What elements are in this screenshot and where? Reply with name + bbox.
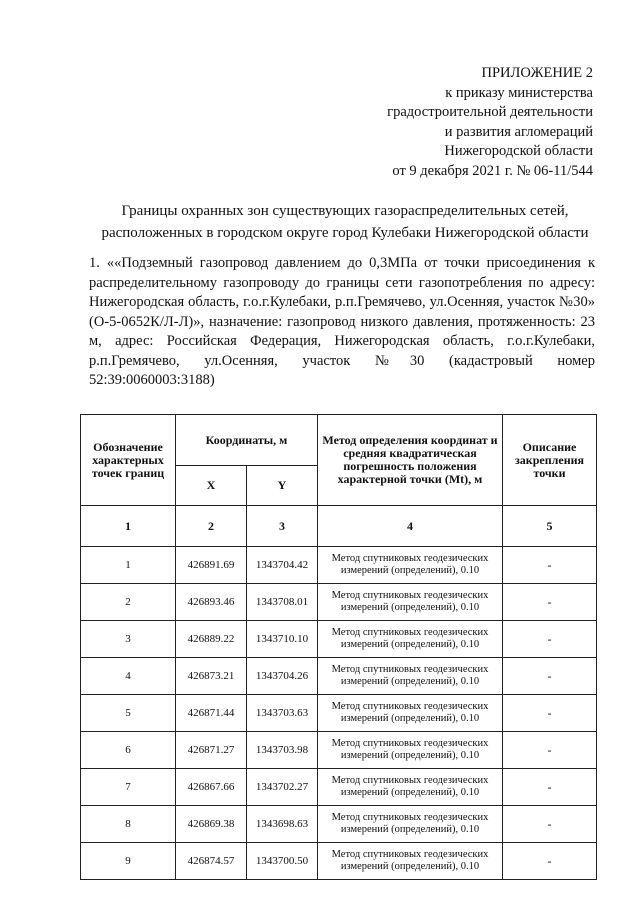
fixing-description: - [503,732,597,769]
point-number: 7 [81,769,176,806]
x-coordinate: 426873.21 [176,658,247,695]
method-cell [318,806,503,843]
x-coordinate: 426871.27 [176,732,247,769]
title-line: расположенных в городском округе город Кулебаки Нижегородской области [101,225,589,241]
x-coordinate: 426867.66 [176,769,247,806]
method-cell [318,695,503,732]
table-row [81,843,597,880]
header-x: X [176,466,247,506]
method-line: измерений (определений), 0.10 [340,639,480,650]
column-number: 3 [247,506,318,547]
header-coordinates: Координаты, м [176,415,318,466]
fixing-description: - [503,621,597,658]
method-line: Метод спутниковых геодезических [331,627,489,638]
title-line: Границы охранных зон существующих газораспределительных сетей, [121,203,569,219]
point-number: 9 [81,843,176,880]
method-line: Метод спутниковых геодезических [331,775,489,786]
method-line: измерений (определений), 0.10 [340,787,480,798]
order-line: к приказу министерства [445,84,593,101]
x-coordinate: 426874.57 [176,843,247,880]
table-row [81,621,597,658]
table-row [81,547,597,584]
point-number: 5 [81,695,176,732]
method-line: Метод спутниковых геодезических [331,812,489,823]
point-number: 3 [81,621,176,658]
method-line: Метод спутниковых геодезических [331,738,489,749]
method-cell [318,769,503,806]
method-line: Метод спутниковых геодезических [331,590,489,601]
method-line: измерений (определений), 0.10 [340,602,480,613]
y-coordinate: 1343703.63 [247,695,318,732]
method-cell [318,621,503,658]
y-coordinate: 1343710.10 [247,621,318,658]
fixing-description: - [503,658,597,695]
column-number: 4 [318,506,503,547]
region-line: Нижегородской области [444,143,593,160]
fixing-description: - [503,843,597,880]
method-cell [318,843,503,880]
point-number: 4 [81,658,176,695]
method-cell [318,658,503,695]
method-line: Метод спутниковых геодезических [331,849,489,860]
method-cell [318,547,503,584]
fixing-description: - [503,806,597,843]
ministry-line: и развития агломераций [444,123,593,140]
table-row [81,806,597,843]
method-cell [318,584,503,621]
document-title [80,200,610,244]
method-line: Метод спутниковых геодезических [331,664,489,675]
ministry-line: градостроительной деятельности [387,104,593,121]
column-number: 5 [503,506,597,547]
table-row [81,732,597,769]
y-coordinate: 1343700.50 [247,843,318,880]
y-coordinate: 1343704.26 [247,658,318,695]
y-coordinate: 1343698.63 [247,806,318,843]
header-points: Обозначение характерных точек границ [81,415,176,506]
method-line: измерений (определений), 0.10 [340,565,480,576]
table-row [81,658,597,695]
fixing-description: - [503,769,597,806]
point-number: 2 [81,584,176,621]
x-coordinate: 426871.44 [176,695,247,732]
x-coordinate: 426893.46 [176,584,247,621]
method-line: измерений (определений), 0.10 [340,750,480,761]
header-description: Описание закрепления точки [503,415,597,506]
method-line: измерений (определений), 0.10 [340,676,480,687]
order-date-line: от 9 декабря 2021 г. № 06-11/544 [392,162,593,179]
table-row [81,584,597,621]
object-description: 1. ««Подземный газопровод давлением до 0,3МПа от точки присоединения к распределительному газопроводу до границы сети газопотребления по адресу: Нижегородская область, г.о.г.Кулебаки, р.п.Гремячево, ул.Осенняя, участок №30» (О-5-0652К/Л-Л)», назначение: газопровод низкого давления, протяженность: 23 м, адрес: Российская Федерация, Нижегородская область, г.о.г.Кулебаки, р.п.Гремячево, ул.Осенняя, участок №30 (кадастровый номер 52:39:0060003:3188) [89,255,595,388]
point-number: 1 [81,547,176,584]
table-row [81,769,597,806]
coordinates-table [80,414,597,880]
method-cell [318,732,503,769]
appendix-header [387,64,593,182]
fixing-description: - [503,695,597,732]
appendix-number: ПРИЛОЖЕНИЕ 2 [481,65,593,81]
method-line: Метод спутниковых геодезических [331,553,489,564]
column-number: 2 [176,506,247,547]
y-coordinate: 1343704.42 [247,547,318,584]
x-coordinate: 426891.69 [176,547,247,584]
y-coordinate: 1343703.98 [247,732,318,769]
method-line: измерений (определений), 0.10 [340,861,480,872]
header-method: Метод определения координат и средняя квадратическая погрешность положения характерной точки (Mt), м [318,415,503,506]
y-coordinate: 1343702.27 [247,769,318,806]
x-coordinate: 426889.22 [176,621,247,658]
x-coordinate: 426869.38 [176,806,247,843]
method-line: измерений (определений), 0.10 [340,824,480,835]
point-number: 8 [81,806,176,843]
point-number: 6 [81,732,176,769]
fixing-description: - [503,547,597,584]
y-coordinate: 1343708.01 [247,584,318,621]
column-number: 1 [81,506,176,547]
header-y: Y [247,466,318,506]
fixing-description: - [503,584,597,621]
table-row [81,695,597,732]
method-line: измерений (определений), 0.10 [340,713,480,724]
method-line: Метод спутниковых геодезических [331,701,489,712]
